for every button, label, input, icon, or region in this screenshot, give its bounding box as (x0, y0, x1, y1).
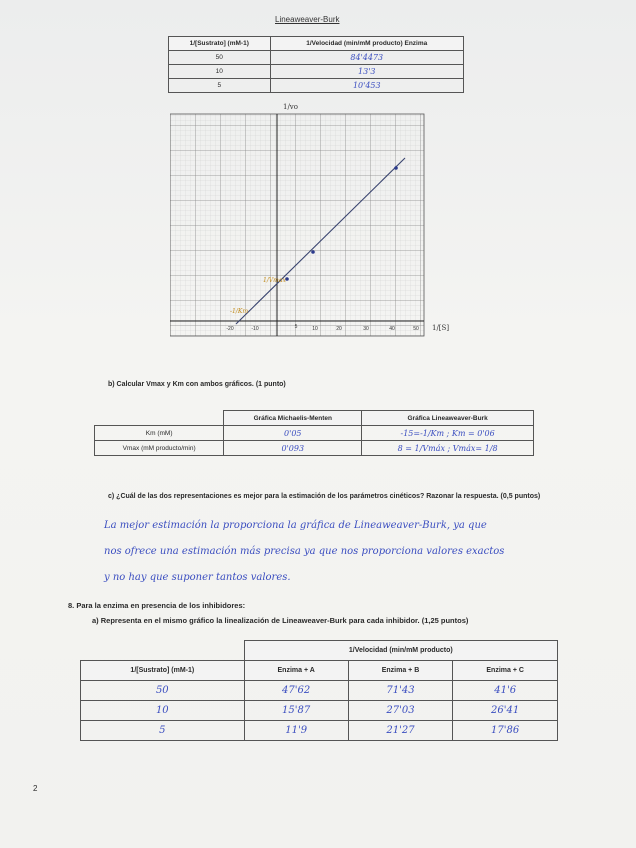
table3-cell: 71'43 (348, 681, 453, 701)
data-point (394, 166, 398, 170)
x-tick-label: 30 (363, 326, 369, 332)
x-tick-label: 20 (336, 326, 342, 332)
handwritten-answer-line: nos ofrece una estimación más precisa ya que nos proporciona valores exactos (104, 546, 505, 557)
table3-cell: 47'62 (244, 681, 348, 701)
table3-cell: 5 (81, 721, 245, 741)
table1-cell: 13'3 (270, 65, 463, 79)
graph-grid (170, 114, 424, 336)
table3-cell: 15'87 (244, 701, 348, 721)
table1-header: 1/Velocidad (min/mM producto) Enzima (270, 37, 463, 51)
table3-cell: 27'03 (348, 701, 453, 721)
table3-cell: 17'86 (453, 721, 558, 741)
table3-cell: 21'27 (348, 721, 453, 741)
x-tick-label: 10 (312, 326, 318, 332)
table1-header: 1/[Sustrato] (mM-1) (169, 37, 271, 51)
table3-cell: 41'6 (453, 681, 558, 701)
table2-row-label: Km (mM) (95, 426, 224, 441)
vmax-annotation: 1/Vmax (263, 277, 286, 284)
table1-cell: 10 (169, 65, 271, 79)
handwritten-answer-line: La mejor estimación la proporciona la gráfica de Lineaweaver-Burk, ya que (104, 520, 487, 531)
table3-cell: 26'41 (453, 701, 558, 721)
x-tick-label: 40 (389, 326, 395, 332)
km-annotation: -1/Km (230, 308, 249, 315)
table3-header: 1/[Sustrato] (mM-1) (81, 661, 245, 681)
inhibitor-table (80, 640, 558, 741)
table2-cell: 8 = 1/Vmáx ; Vmáx= 1/8 (362, 441, 534, 456)
table2-cell: -15=-1/Km ; Km = 0'06 (362, 426, 534, 441)
y-axis-label: 1/vo (283, 103, 298, 111)
table1-cell: 50 (169, 51, 271, 65)
handwritten-answer-line: y no hay que suponer tantos valores. (104, 572, 291, 583)
substrate-velocity-table (168, 36, 464, 93)
x-tick-label: 5 (294, 324, 298, 330)
table3-cell: 50 (81, 681, 245, 701)
table1-cell: 10'453 (270, 79, 463, 93)
x-tick-label: 50 (413, 326, 419, 332)
table3-header: Enzima + C (453, 661, 558, 681)
table3-cell: 11'9 (244, 721, 348, 741)
table1-cell: 84'4473 (270, 51, 463, 65)
table3-header: Enzima + A (244, 661, 348, 681)
table3-empty-cell (81, 641, 245, 661)
table2-empty-cell (95, 411, 224, 426)
table1-cell: 5 (169, 79, 271, 93)
question-b: b) Calcular Vmax y Km con ambos gráficos. (1 punto) (108, 381, 286, 388)
table2-cell: 0'05 (224, 426, 362, 441)
table2-cell: 0'093 (224, 441, 362, 456)
table2-header: Gráfica Lineaweaver-Burk (362, 411, 534, 426)
x-tick-label: -20 (226, 326, 234, 332)
parameters-table (94, 410, 534, 456)
question-8: 8. Para la enzima en presencia de los inhibidores: (68, 601, 246, 610)
data-point (311, 250, 315, 254)
question-c: c) ¿Cuál de las dos representaciones es mejor para la estimación de los parámetros cinéticos? Razonar la respuesta. (0,5 puntos) (108, 493, 541, 500)
page-number: 2 (33, 784, 38, 793)
x-tick-label: -10 (251, 326, 259, 332)
table3-cell: 10 (81, 701, 245, 721)
question-8a: a) Representa en el mismo gráfico la linealización de Lineaweaver-Burk para cada inhibidor. (1,25 puntos) (92, 616, 469, 625)
table2-header: Gráfica Michaelis-Menten (224, 411, 362, 426)
lineweaver-burk-graph (170, 100, 470, 340)
page-title: Lineaweaver-Burk (275, 15, 340, 24)
x-axis-label: 1/[S] (432, 324, 450, 332)
table2-row-label: Vmax (mM producto/min) (95, 441, 224, 456)
table3-group-header: 1/Velocidad (min/mM producto) (244, 641, 557, 661)
table3-header: Enzima + B (348, 661, 453, 681)
